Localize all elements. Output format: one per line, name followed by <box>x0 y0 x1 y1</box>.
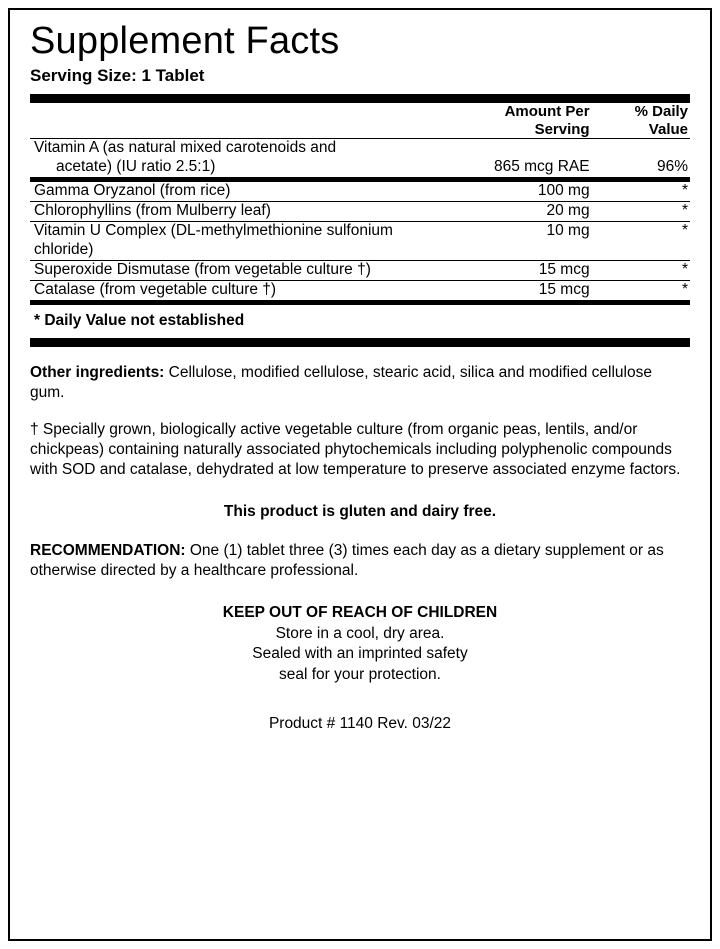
header-dv-line1: % Daily <box>634 102 688 120</box>
table-row-vitamin-a <box>30 139 690 177</box>
nutrient-dv <box>598 139 690 177</box>
header-amount-line2: Serving <box>534 120 590 138</box>
header-amount-line1: Amount Per <box>504 102 590 120</box>
recommendation <box>30 541 690 582</box>
nutrient-name <box>30 139 446 177</box>
nutrient-dv-value: 96% <box>656 158 688 176</box>
daily-value-footnote: * Daily Value not established <box>34 311 245 329</box>
gluten-statement: This product is gluten and dairy free. <box>223 502 497 520</box>
nutrient-amount: 15 mcg <box>538 280 590 298</box>
product-number: Product # 1140 Rev. 03/22 <box>268 715 452 733</box>
other-ingredients <box>30 363 690 404</box>
table-row <box>30 202 690 221</box>
other-ingredients-label: Other ingredients: <box>30 363 165 381</box>
other-ingredients-text: Cellulose, modified cellulose, stearic acid, silica and modified cellulose gum. <box>30 363 652 402</box>
supplement-facts-table <box>30 103 690 177</box>
nutrient-name: Vitamin U Complex (DL-methylmethionine sulfonium chloride) <box>34 221 393 258</box>
nutrient-amount: 10 mg <box>546 221 590 239</box>
storage-line-1: Store in a cool, dry area. <box>275 624 445 642</box>
nutrient-name: Superoxide Dismutase (from vegetable culture †) <box>34 260 371 278</box>
nutrient-dv: * <box>681 221 688 239</box>
nutrient-name: Gamma Oryzanol (from rice) <box>34 182 231 200</box>
dagger-note: † Specially grown, biologically active vegetable culture (from organic peas, lentils, and/or chickpeas) containing naturally associated phytochemicals including polyphenolic compounds with SOD and catalase, dehydrated at low temperature to preserve associated enzyme factors. <box>30 420 681 479</box>
table-row <box>30 222 690 260</box>
nutrient-amount-value: 865 mcg RAE <box>493 158 590 176</box>
table-row <box>30 261 690 280</box>
table-row <box>30 281 690 300</box>
storage-line-2: Sealed with an imprinted safety <box>252 645 468 663</box>
nutrient-name-line1: Vitamin A (as natural mixed carotenoids and <box>34 139 337 157</box>
supplement-facts-table-secondary <box>30 182 690 299</box>
nutrient-amount: 100 mg <box>537 182 590 200</box>
storage-line-3: seal for your protection. <box>279 665 441 683</box>
nutrient-dv: * <box>681 260 688 278</box>
nutrient-dv: * <box>681 202 688 220</box>
table-row <box>30 182 690 201</box>
nutrient-amount: 15 mcg <box>538 260 590 278</box>
nutrient-dv: * <box>681 182 688 200</box>
nutrient-name: Catalase (from vegetable culture †) <box>34 280 277 298</box>
nutrient-amount <box>446 139 598 177</box>
nutrient-amount: 20 mg <box>546 202 590 220</box>
recommendation-text: One (1) tablet three (3) times each day as a dietary supplement or as otherwise directed by a healthcare professional. <box>30 541 664 580</box>
nutrient-dv: * <box>681 280 688 298</box>
header-dv-line2: Value <box>648 120 688 138</box>
divider-thick-top <box>30 94 690 103</box>
recommendation-label: RECOMMENDATION: <box>30 541 186 559</box>
serving-size: Serving Size: 1 Tablet <box>30 65 205 85</box>
header-amount-per-serving <box>446 103 598 138</box>
page-title: Supplement Facts <box>30 20 340 62</box>
nutrient-name: Chlorophyllins (from Mulberry leaf) <box>34 202 271 220</box>
table-header-row <box>30 103 690 138</box>
divider-thick-bottom <box>30 338 690 347</box>
warning-heading: KEEP OUT OF REACH OF CHILDREN <box>222 603 498 621</box>
storage-instructions <box>30 624 690 685</box>
header-daily-value <box>598 103 690 138</box>
nutrient-name-line2: acetate) (IU ratio 2.5:1) <box>56 158 216 176</box>
header-blank <box>30 103 446 138</box>
